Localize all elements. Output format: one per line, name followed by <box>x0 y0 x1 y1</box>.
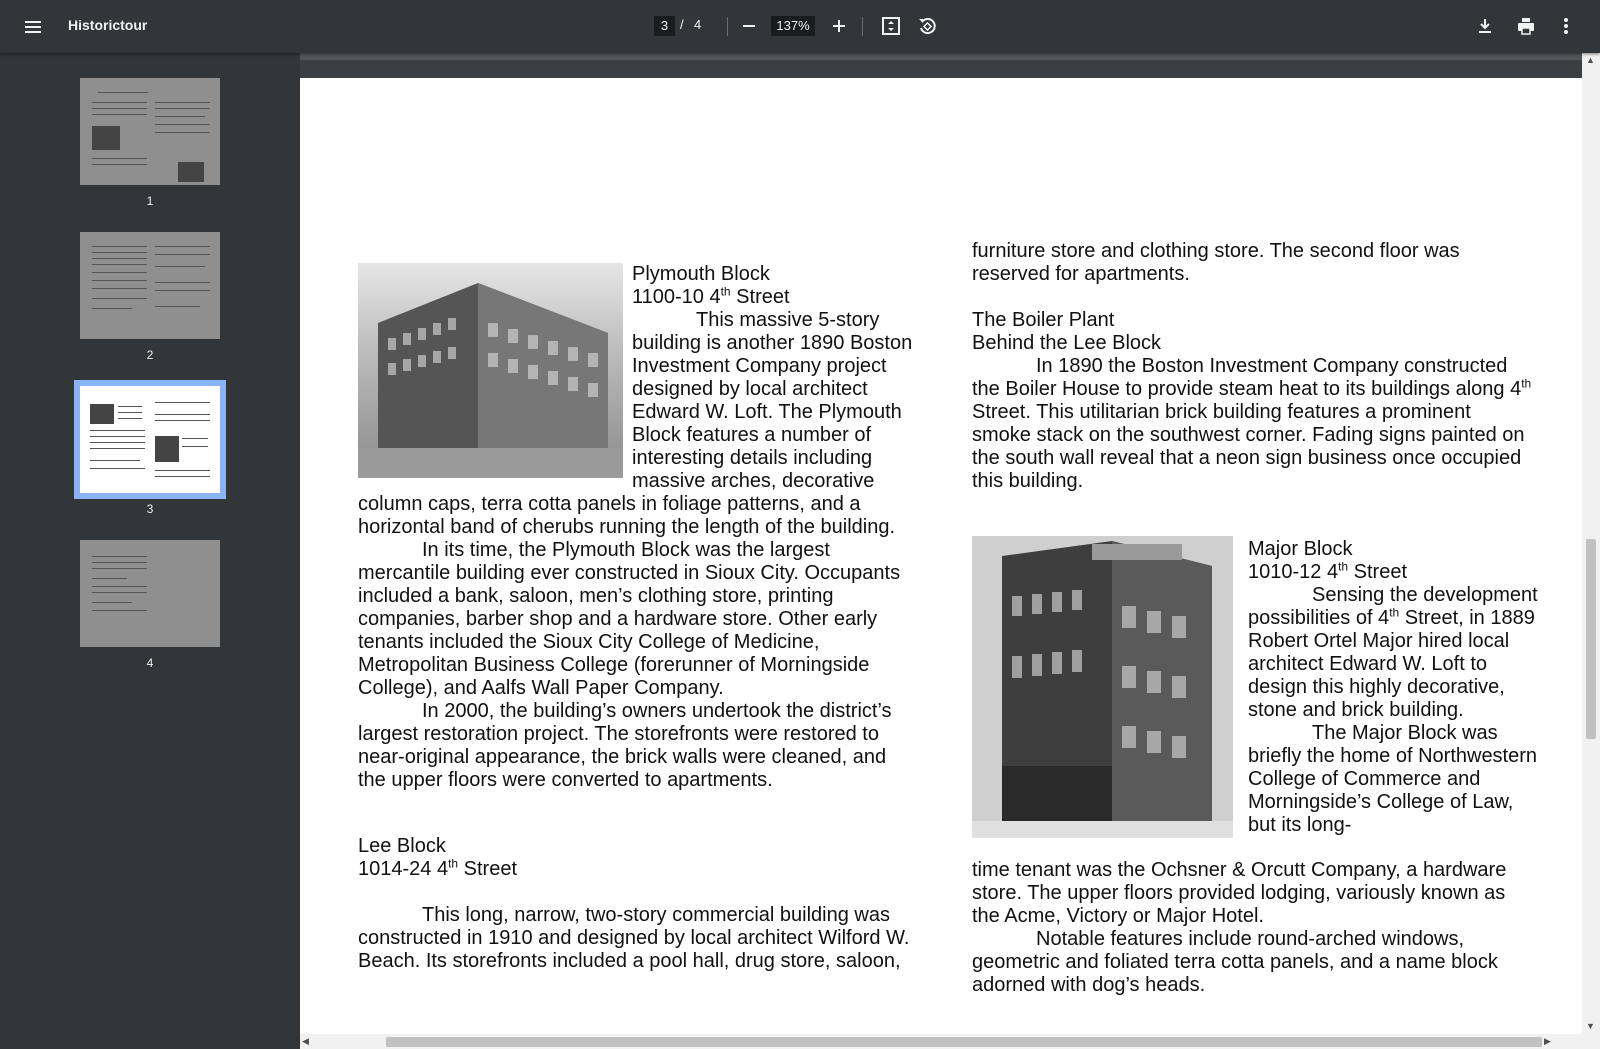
plymouth-paragraph-2: In its time, the Plymouth Block was the largest mercantile building ever constructed in Sioux City. Occupants included a bank, saloon, men’s clothing store, printing companies, barber shop and a hardware store. Other early tenants included the Sioux City College of Medicine, Metropolitan Business College (forerunner of Morningside College), and Aalfs Wall Paper Company. <box>358 539 901 699</box>
menu-icon[interactable] <box>20 14 46 40</box>
document-title: Historictour <box>68 17 148 33</box>
scroll-up-arrow-icon[interactable]: ▲ <box>1586 55 1595 65</box>
major-paragraph-1: Sensing the development possibilities of 4th Street, in 1889 Robert Ortel Major hired local architect Edward W. Loft to design this highly decorative, stone and brick building. <box>1248 584 1538 721</box>
major-paragraph-2-end: time tenant was the Ochsner & Orcutt Company, a hardware store. The upper floors provided lodging, variously known as the Acme, Victory or Major Hotel. <box>972 859 1507 927</box>
page-separator: / <box>680 17 684 32</box>
toolbar-divider <box>727 17 728 36</box>
plymouth-heading-block <box>632 263 922 309</box>
boiler-title: The Boiler Plant <box>972 309 1115 331</box>
zoom-in-icon <box>826 13 852 39</box>
plymouth-address: 1100-10 4th Street <box>632 284 790 308</box>
plymouth-paragraph-1-wrap <box>632 309 922 493</box>
scroll-left-arrow-icon[interactable]: ◀ <box>302 1036 309 1046</box>
scroll-down-arrow-icon[interactable]: ▼ <box>1586 1021 1595 1031</box>
plymouth-paragraph-3: In 2000, the building’s owners undertook the district’s largest restoration project. The storefronts were restored to near-original appearance, the brick walls were cleaned, and the upper floors were converted to apartments. <box>358 700 892 791</box>
plymouth-paragraph-1-start: This massive 5-story building is another 1890 Boston Investment Company project designed by local architect Edward W. Loft. The Plymouth Block features a number of interesting details including massive arches, decorative <box>632 309 913 492</box>
document-viewer[interactable] <box>300 53 1600 1049</box>
toolbar-divider <box>862 17 863 36</box>
download-icon <box>1472 13 1498 39</box>
print-icon <box>1513 13 1539 39</box>
previous-page-edge <box>300 60 1582 78</box>
more-options-button[interactable] <box>1553 13 1579 39</box>
scroll-right-arrow-icon[interactable]: ▶ <box>1544 1036 1551 1046</box>
right-column-top <box>972 240 1532 493</box>
thumbnail-label: 2 <box>146 348 154 362</box>
rotate-icon <box>914 13 940 39</box>
fit-page-button[interactable] <box>878 13 904 39</box>
plymouth-block-photo <box>358 263 623 478</box>
lee-address: 1014-24 4th Street <box>358 856 518 880</box>
major-block-photo <box>972 536 1233 838</box>
horizontal-scroll-thumb[interactable] <box>386 1037 1542 1047</box>
thumbnail-label: 3 <box>146 502 154 516</box>
more-vert-icon <box>1553 13 1579 39</box>
page-thumbnail-4[interactable] <box>80 540 220 647</box>
thumbnail-label: 1 <box>146 194 154 208</box>
fit-page-icon <box>878 13 904 39</box>
lee-block-section <box>358 835 918 973</box>
lee-paragraph-1: This long, narrow, two-story commercial building was constructed in 1910 and designed by local architect Wilford W. Beach. Its storefronts included a pool hall, drug store, saloon, <box>358 904 910 972</box>
plymouth-title: Plymouth Block <box>632 263 770 285</box>
page-number-input[interactable]: 3 <box>654 16 675 36</box>
zoom-level-input[interactable]: 137% <box>771 16 815 36</box>
page-thumbnail-2[interactable] <box>80 232 220 339</box>
page-total: 4 <box>694 17 702 32</box>
plymouth-paragraphs <box>358 493 918 792</box>
lee-paragraph-continued: furniture store and clothing store. The second floor was reserved for apartments. <box>972 240 1460 285</box>
major-title: Major Block <box>1248 538 1353 560</box>
zoom-out-button[interactable] <box>736 13 762 39</box>
vertical-scroll-thumb[interactable] <box>1586 539 1596 739</box>
zoom-in-button[interactable] <box>826 13 852 39</box>
major-paragraphs <box>972 859 1532 997</box>
pdf-toolbar <box>0 0 1600 53</box>
rotate-button[interactable] <box>914 13 940 39</box>
download-button[interactable] <box>1472 13 1498 39</box>
lee-title: Lee Block <box>358 835 446 857</box>
print-button[interactable] <box>1513 13 1539 39</box>
pdf-page <box>300 78 1582 1038</box>
thumbnail-sidebar <box>0 53 300 1049</box>
plymouth-paragraph-1-end: column caps, terra cotta panels in foliage patterns, and a horizontal band of cherubs running the length of the building. <box>358 493 896 538</box>
boiler-subtitle: Behind the Lee Block <box>972 332 1162 354</box>
zoom-out-icon <box>736 13 762 39</box>
major-paragraph-2-start: The Major Block was briefly the home of Northwestern College of Commerce and Morningside’s College of Law, but its long- <box>1248 722 1538 836</box>
major-address: 1010-12 4th Street <box>1248 559 1408 583</box>
thumbnail-label: 4 <box>146 656 154 670</box>
page-thumbnail-3[interactable] <box>80 386 220 493</box>
major-heading-block <box>1248 538 1538 837</box>
boiler-paragraph-1: In 1890 the Boston Investment Company constructed the Boiler House to provide steam heat to its buildings along 4th Street. This utilitarian brick building features a prominent smoke stack on the southwest corner. Fading signs painted on the south wall reveal that a neon sign business once occupied this building. <box>972 355 1532 492</box>
horizontal-scrollbar[interactable] <box>300 1034 1600 1049</box>
major-paragraph-3: Notable features include round-arched windows, geometric and foliated terra cotta panels, and a name block adorned with dog’s heads. <box>972 928 1498 996</box>
vertical-scrollbar[interactable] <box>1582 53 1600 1034</box>
page-thumbnail-1[interactable] <box>80 78 220 185</box>
